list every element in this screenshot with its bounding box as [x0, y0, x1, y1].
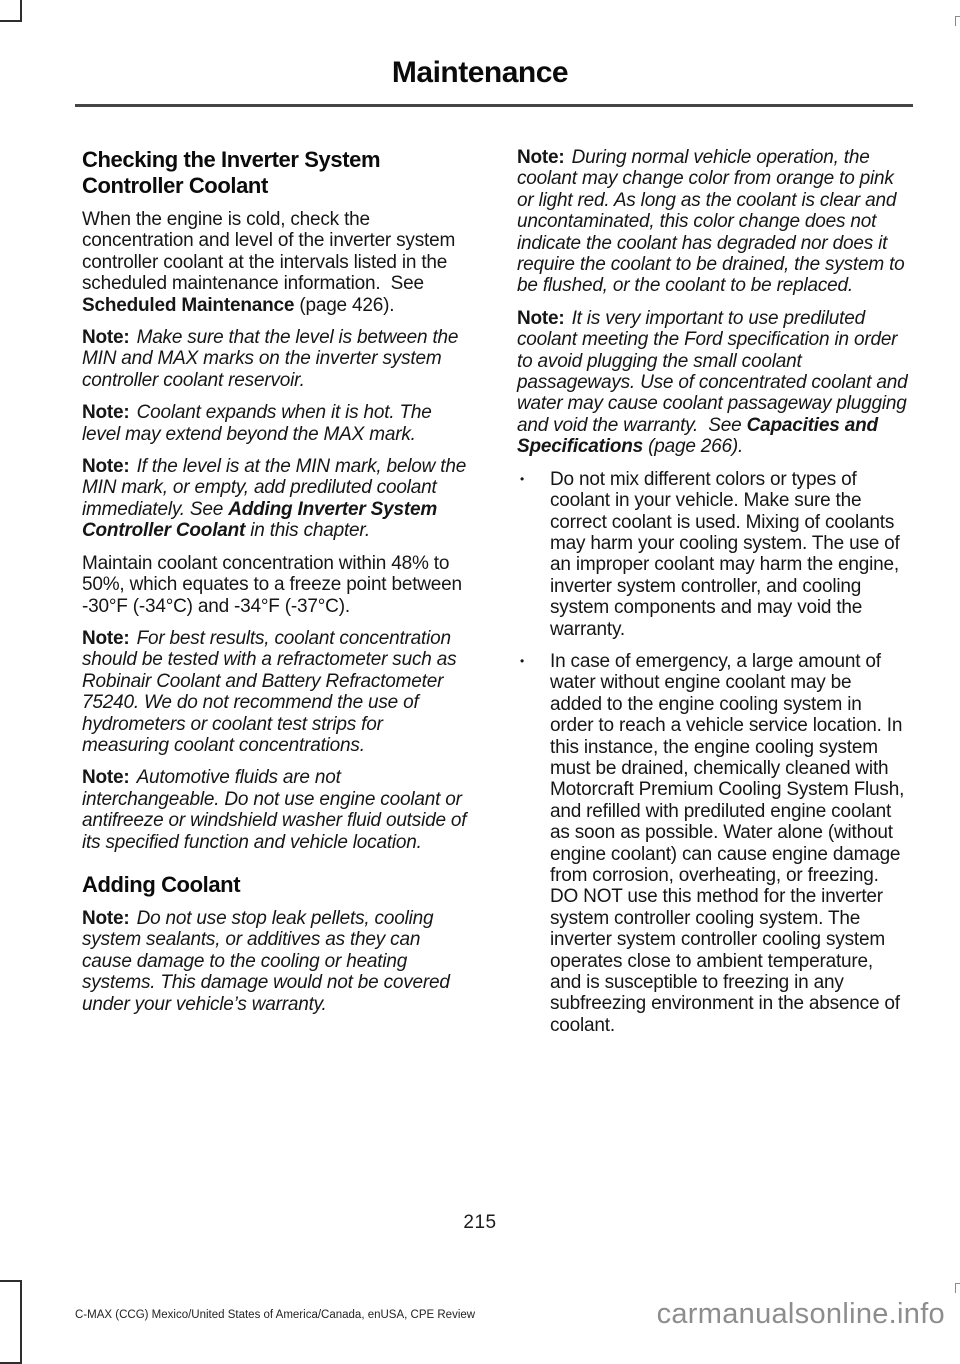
list-item-text: In case of emergency, a large amount of water without engine coolant may be added to the engine cooling system in order to reach a vehicle service location. In this instance, the engine cooling system must be drained, chemically cleaned with Motorcraft Premium Cooling System Flush, and refilled with prediluted engine coolant as soon as possible. Water alone (without engine coolant) can cause engine damage from corrosion, overheating, or freezing. DO NOT use this method for the inverter system controller cooling system. The inverter system controller cooling system operates close to ambient temperature, and is susceptible to freezing in any subfreezing environment in the absence of coolant. [550, 650, 905, 1036]
crop-mark-bottom-left [0, 1280, 22, 1364]
list-item-text: Do not mix different colors or types of coolant in your vehicle. Make sure the correct coolant is used. Mixing of coolants may harm your cooling system. The use of an improper coolant may harm the engine, inverter system controller, and cooling system components and may void the warranty. [550, 468, 900, 640]
note-text: Make sure that the level is between the MIN and MAX marks on the inverter system controller coolant reservoir. [82, 327, 459, 391]
bullet-icon: • [520, 471, 525, 486]
note-label: Note: [82, 907, 130, 929]
left-column [82, 147, 473, 1047]
note-label: Note: [517, 307, 565, 329]
text-run: in this chapter. [245, 520, 370, 542]
note-text: During normal vehicle operation, the coolant may change color from orange to pink or light red. As long as the coolant is clear and uncontaminated, this color change does not indicate the coolant has degraded nor does it require the coolant to be drained, the system to be flushed, or the coolant to be replaced. [517, 147, 905, 297]
text-run: If the level is at the MIN mark, below the MIN mark, or empty, add prediluted coolant immediately. See [82, 456, 467, 520]
crop-mark-top-right [955, 16, 960, 26]
watermark: carmanualsonline.info [656, 1298, 945, 1330]
note-label: Note: [82, 327, 130, 349]
note-coolant-expands [82, 402, 473, 445]
note-label: Note: [82, 456, 130, 478]
section-heading-adding-coolant: Adding Coolant [82, 871, 241, 897]
note-label: Note: [82, 402, 130, 424]
content-columns [82, 147, 913, 1047]
cross-reference-adding-inverter-coolant: Adding Inverter System Controller Coolant [82, 498, 438, 542]
header-divider [75, 104, 913, 107]
note-text: Do not use stop leak pellets, cooling system sealants, or additives as they can cause damage to the cooling or heating systems. This damage would not be covered under your vehicle’s warranty. [82, 907, 450, 1015]
note-text: Coolant expands when it is hot. The level may extend beyond the MAX mark. [82, 402, 432, 445]
page-title: Maintenance [391, 56, 569, 89]
section-heading-checking-coolant: Checking the Inverter System Controller Coolant [82, 147, 381, 198]
note-label: Note: [517, 147, 565, 168]
crop-mark-top-left [0, 0, 22, 22]
crop-mark-bottom-right [955, 1283, 960, 1293]
text-run: (page 266). [643, 436, 744, 458]
note-min-max-marks [82, 327, 473, 391]
list-item-emergency-water [517, 651, 908, 1036]
footer-doc-ref: C-MAX (CCG) Mexico/United States of America/Canada, enUSA, CPE Review [75, 1309, 476, 1321]
note-fluids-not-interchangeable [82, 767, 473, 853]
note-text [82, 456, 466, 541]
bullet-icon: • [520, 653, 525, 668]
note-min-level [82, 456, 473, 542]
text-run: It is very important to use prediluted coolant meeting the Ford specification in order to avoid plugging the small coolant passageways. Use of concentrated coolant and water may cause coolant passageway plugging and void the warranty. See [517, 307, 913, 436]
note-stop-leak [82, 908, 473, 1015]
right-column [517, 147, 913, 1047]
text-run: (page 426). [294, 294, 395, 316]
note-text: Automotive fluids are not interchangeable. Do not use engine coolant or antifreeze or windshield washer fluid outside of its specified function and vehicle location. [82, 767, 467, 853]
paragraph-concentration: Maintain coolant concentration within 48% to 50%, which equates to a freeze point between -30°F (-34°C) and -34°F (-37°C). [82, 552, 462, 617]
paragraph-intro [82, 209, 473, 316]
note-label: Note: [82, 767, 130, 789]
note-text: For best results, coolant concentration should be tested with a refractometer such as Robinair Coolant and Battery Refractometer 75240. We do not recommend the use of hydrometers or coolant test strips for measuring coolant concentrations. [82, 627, 457, 756]
page-number: 215 [463, 1212, 497, 1233]
list-item-do-not-mix [517, 469, 908, 640]
note-prediluted-coolant [517, 307, 913, 458]
note-label: Note: [82, 627, 130, 649]
text-run: When the engine is cold, check the concentration and level of the inverter system controller coolant at the intervals listed in the scheduled maintenance information. See [82, 209, 461, 295]
note-color-change [517, 147, 908, 297]
note-refractometer [82, 628, 473, 756]
cross-reference-capacities-specifications: Capacities and Specifications [517, 414, 878, 458]
note-text [517, 308, 913, 457]
cross-reference-scheduled-maintenance: Scheduled Maintenance [82, 294, 295, 316]
